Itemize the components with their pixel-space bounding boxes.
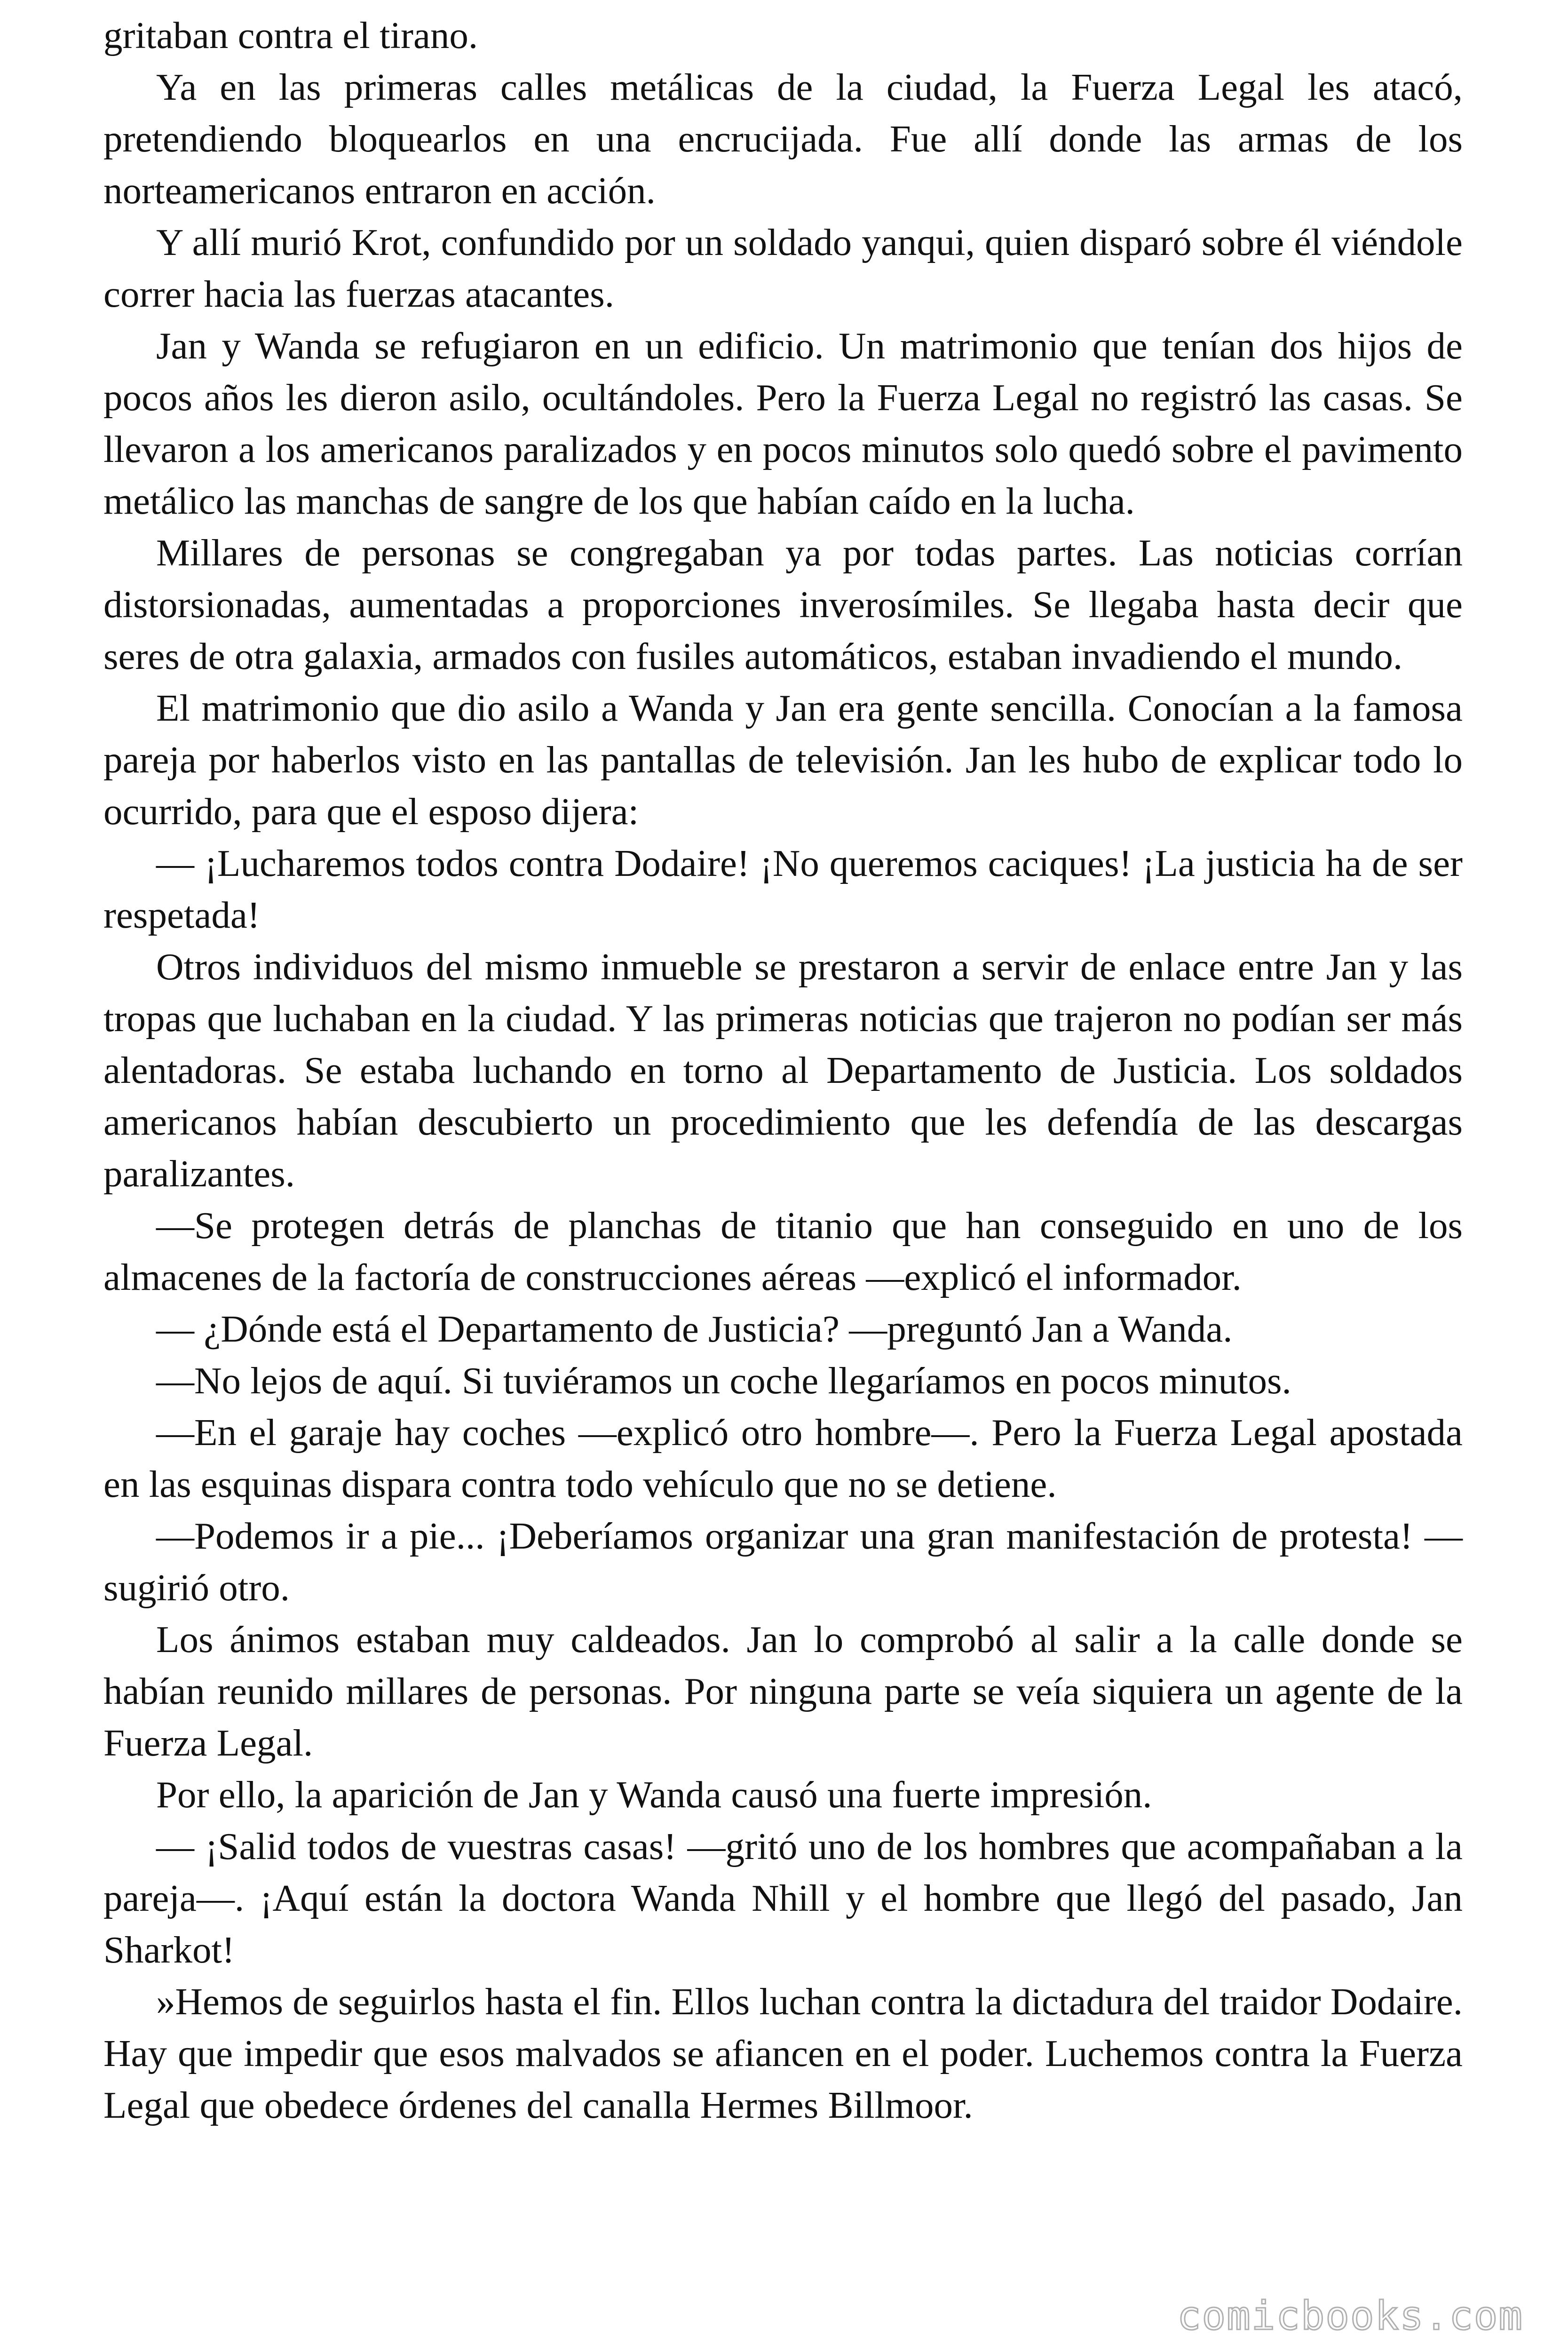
paragraph: —Podemos ir a pie... ¡Deberíamos organizar una gran manifestación de protesta! —sugirió otro.	[103, 1515, 1463, 1609]
paragraph: gritaban contra el tirano.	[103, 14, 478, 56]
paragraph: Por ello, la aparición de Jan y Wanda causó una fuerte impresión.	[156, 1773, 1152, 1816]
paragraph: — ¡Lucharemos todos contra Dodaire! ¡No queremos caciques! ¡La justicia ha de ser respetada!	[103, 842, 1463, 936]
paragraph: Y allí murió Krot, confundido por un soldado yanqui, quien disparó sobre él viéndole correr hacia las fuerzas atacantes.	[103, 221, 1463, 315]
paragraph: — ¡Salid todos de vuestras casas! —gritó uno de los hombres que acompañaban a la pareja—. ¡Aquí están la doctora Wanda Nhill y el hombre que llegó del pasado, Jan Sharkot!	[103, 1825, 1463, 1971]
paragraph: Jan y Wanda se refugiaron en un edificio. Un matrimonio que tenían dos hijos de pocos años les dieron asilo, ocultándoles. Pero la Fuerza Legal no registró las casas. Se llevaron a los americanos paralizados y en pocos minutos solo quedó sobre el pavimento metálico las manchas de sangre de los que habían caído en la lucha.	[103, 325, 1463, 522]
paragraph: »Hemos de seguirlos hasta el fin. Ellos luchan contra la dictadura del traidor Dodaire. Hay que impedir que esos malvados se afiancen en el poder. Luchemos contra la Fuerza Legal que obedece órdenes del canalla Hermes Billmoor.	[103, 1980, 1463, 2126]
paragraph: —Se protegen detrás de planchas de titanio que han conseguido en uno de los almacenes de la factoría de construcciones aéreas —explicó el informador.	[103, 1204, 1463, 1298]
paragraph: — ¿Dónde está el Departamento de Justicia? —preguntó Jan a Wanda.	[156, 1308, 1233, 1350]
paragraph: Millares de personas se congregaban ya por todas partes. Las noticias corrían distorsionadas, aumentadas a proporciones inverosímiles. Se llegaba hasta decir que seres de otra galaxia, armados con fusiles automáticos, estaban invadiendo el mundo.	[103, 532, 1463, 677]
document-body	[103, 9, 1463, 2131]
paragraph: —En el garaje hay coches —explicó otro hombre—. Pero la Fuerza Legal apostada en las esquinas dispara contra todo vehículo que no se detiene.	[103, 1411, 1463, 1505]
paragraph: Los ánimos estaban muy caldeados. Jan lo comprobó al salir a la calle donde se habían reunido millares de personas. Por ninguna parte se veía siquiera un agente de la Fuerza Legal.	[103, 1618, 1463, 1764]
paragraph: Ya en las primeras calles metálicas de la ciudad, la Fuerza Legal les atacó, pretendiendo bloquearlos en una encrucijada. Fue allí donde las armas de los norteamericanos entraron en acción.	[103, 66, 1463, 212]
paragraph: Otros individuos del mismo inmueble se prestaron a servir de enlace entre Jan y las tropas que luchaban en la ciudad. Y las primeras noticias que trajeron no podían ser más alentadoras. Se estaba luchando en torno al Departamento de Justicia. Los soldados americanos habían descubierto un procedimiento que les defendía de las descargas paralizantes.	[103, 946, 1463, 1195]
paragraph: El matrimonio que dio asilo a Wanda y Jan era gente sencilla. Conocían a la famosa pareja por haberlos visto en las pantallas de televisión. Jan les hubo de explicar todo lo ocurrido, para que el esposo dijera:	[103, 687, 1463, 833]
paragraph: —No lejos de aquí. Si tuviéramos un coche llegaríamos en pocos minutos.	[156, 1359, 1291, 1402]
watermark: comicbooks.com	[1177, 2293, 1523, 2339]
